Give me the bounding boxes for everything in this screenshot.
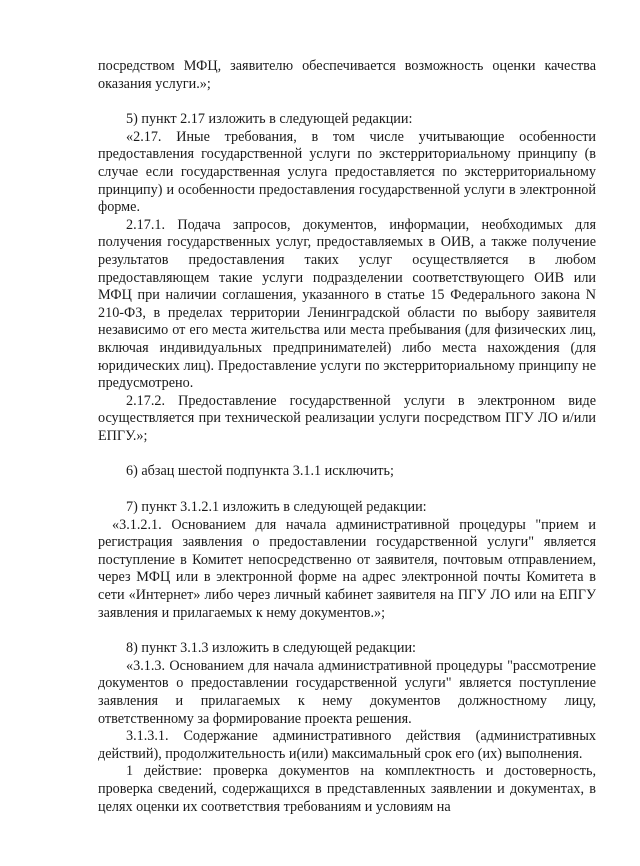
paragraph-3-1-3-1: 3.1.3.1. Содержание административного действия (административных действий), продолжительность и(или) максимальный срок его (их) выполнения. bbox=[98, 728, 596, 762]
paragraph-2-17-1: 2.17.1. Подача запросов, документов, информации, необходимых для получения государственных услуг, предоставляемых в ОИВ, а также получение результатов предоставления таких услуг осуществляется в любом предоставляющем такие услуги подразделении соответствующего ОИВ или МФЦ при наличии соглашения, указанного в статье 15 Федерального закона N 210-ФЗ, в пределах территории Ленинградской области по выбору заявителя независимо от его места жительства или места пребывания (для физических лиц, включая индивидуальных предпринимателей) либо места нахождения (для юридических лиц). Предоставление услуги по экстерриториальному принципу не предусмотрено. bbox=[98, 216, 596, 392]
paragraph-item-6: 6) абзац шестой подпункта 3.1.1 исключить; bbox=[126, 463, 394, 480]
paragraph-1: посредством МФЦ, заявителю обеспечивается возможность оценки качества оказания услуги.»; bbox=[98, 58, 596, 92]
spacer bbox=[98, 93, 596, 111]
paragraph-2-17: «2.17. Иные требования, в том числе учитывающие особенности предоставления государственной услуги по экстерриториальному принципу (в случае если государственная услуга предоставляется по экстерриториальному принципу) и особенности предоставления государственной услуги в электронной форме. bbox=[98, 128, 596, 216]
spacer bbox=[98, 481, 596, 499]
paragraph-3-1-3: «3.1.3. Основанием для начала административной процедуры "рассмотрение документов о предоставлении государственной услуги" является поступление заявления и прилагаемых к нему документов должностному лицу, ответственному за формирование проекта решения. bbox=[98, 657, 596, 727]
paragraph-3-1-2-1: «3.1.2.1. Основанием для начала административной процедуры "прием и регистрация заявления о предоставлении государственной услуги" является поступление в Комитет непосредственно от заявителя, почтовым отправлением, через МФЦ или в электронной форме на адрес электронной почты Комитета в сети «Интернет» либо через личный кабинет заявителя на ПГУ ЛО или на ЕПГУ заявления и прилагаемых к нему документов.»; bbox=[98, 516, 596, 621]
spacer bbox=[98, 445, 596, 463]
paragraph-item-5: 5) пункт 2.17 изложить в следующей редакции: bbox=[126, 111, 413, 128]
paragraph-item-7: 7) пункт 3.1.2.1 изложить в следующей редакции: bbox=[126, 499, 427, 516]
spacer bbox=[98, 622, 596, 640]
paragraph-item-8: 8) пункт 3.1.3 изложить в следующей редакции: bbox=[126, 640, 416, 657]
paragraph-action-1: 1 действие: проверка документов на комплектность и достоверность, проверка сведений, содержащихся в представленных заявлении и документах, в целях оценки их соответствия требованиям и условиям на bbox=[98, 763, 596, 815]
paragraph-2-17-2: 2.17.2. Предоставление государственной услуги в электронном виде осуществляется при технической реализации услуги посредством ПГУ ЛО и/или ЕПГУ.»; bbox=[98, 392, 596, 444]
